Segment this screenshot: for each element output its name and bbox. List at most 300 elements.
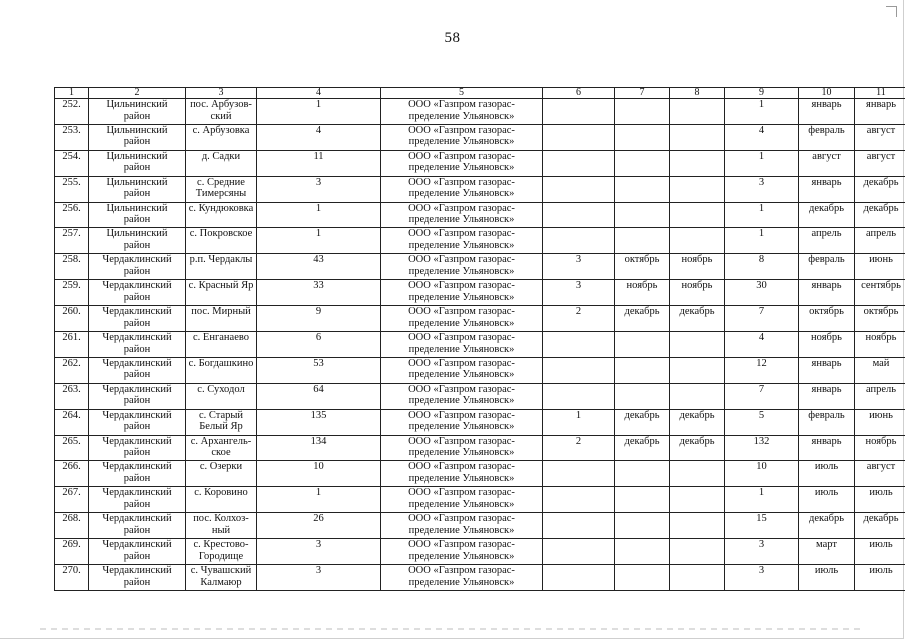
- col7-cell: октябрь: [615, 254, 670, 280]
- district-cell-line: район: [123, 317, 151, 329]
- district-cell: [89, 306, 186, 332]
- col9-cell: 3: [725, 565, 799, 591]
- locality-cell-line: с. Суходол: [197, 383, 245, 395]
- locality-cell-line: р.п. Чердаклы: [189, 254, 253, 266]
- organization-cell: [381, 461, 543, 487]
- row-number: 259.: [55, 280, 89, 306]
- locality-cell-line: ское: [211, 447, 231, 459]
- col9-cell: 30: [725, 280, 799, 306]
- col6-cell: 1: [543, 409, 615, 435]
- col11-cell: июль: [855, 565, 905, 591]
- locality-cell: [186, 306, 257, 332]
- col11-cell: август: [855, 124, 905, 150]
- organization-cell-line: ООО «Газпром газорас-: [408, 357, 515, 369]
- page-number: 58: [444, 30, 461, 46]
- locality-cell-line: с. Чувашский: [190, 565, 252, 577]
- organization-cell-line: пределение Ульяновск»: [408, 524, 515, 536]
- col8-cell: [670, 357, 725, 383]
- col9-cell: 1: [725, 150, 799, 176]
- col11-cell: август: [855, 150, 905, 176]
- district-cell-line: район: [123, 576, 151, 588]
- locality-cell-line: пос. Арбузов-: [190, 99, 252, 110]
- col9-cell: 1: [725, 487, 799, 513]
- district-cell-line: район: [123, 524, 151, 536]
- col6-cell: 3: [543, 254, 615, 280]
- col7-cell: [615, 487, 670, 513]
- column-number-6: 6: [543, 88, 615, 99]
- locality-cell-line: с. Богдашкино: [188, 357, 254, 369]
- count-cell: 10: [257, 461, 381, 487]
- district-cell-line: район: [123, 239, 151, 251]
- column-number-3: 3: [186, 88, 257, 99]
- organization-cell-line: ООО «Газпром газорас-: [408, 306, 515, 318]
- col9-cell: 5: [725, 409, 799, 435]
- organization-cell: [381, 150, 543, 176]
- district-cell-line: Цильнинский: [106, 124, 168, 136]
- table-row: [55, 487, 905, 513]
- col7-cell: [615, 176, 670, 202]
- col10-cell: декабрь: [799, 513, 855, 539]
- col11-cell: апрель: [855, 383, 905, 409]
- district-cell: [89, 487, 186, 513]
- col11-cell: октябрь: [855, 306, 905, 332]
- organization-cell-line: ООО «Газпром газорас-: [408, 280, 515, 292]
- col9-cell: 132: [725, 435, 799, 461]
- col6-cell: [543, 487, 615, 513]
- district-cell-line: Чердаклинский: [102, 332, 172, 344]
- row-number: 254.: [55, 150, 89, 176]
- district-cell-line: район: [123, 550, 151, 562]
- locality-cell-line: д. Садки: [201, 150, 241, 162]
- locality-cell-line: Белый Яр: [199, 421, 243, 433]
- scan-artifact-line: [40, 628, 865, 630]
- locality-cell: [186, 280, 257, 306]
- organization-cell: [381, 99, 543, 125]
- organization-cell-line: пределение Ульяновск»: [408, 343, 515, 355]
- organization-cell-line: ООО «Газпром газорас-: [408, 150, 515, 162]
- organization-cell: [381, 487, 543, 513]
- district-cell: [89, 176, 186, 202]
- locality-cell: [186, 99, 257, 125]
- row-number: 268.: [55, 513, 89, 539]
- col6-cell: 2: [543, 435, 615, 461]
- col9-cell: 7: [725, 306, 799, 332]
- organization-cell-line: ООО «Газпром газорас-: [408, 487, 515, 499]
- district-cell: [89, 332, 186, 358]
- table-row: [55, 435, 905, 461]
- col11-cell: август: [855, 461, 905, 487]
- col10-cell: январь: [799, 435, 855, 461]
- organization-cell-line: ООО «Газпром газорас-: [408, 539, 515, 551]
- col6-cell: [543, 383, 615, 409]
- col9-cell: 15: [725, 513, 799, 539]
- district-cell-line: Чердаклинский: [102, 383, 172, 395]
- row-number: 256.: [55, 202, 89, 228]
- count-cell: 43: [257, 254, 381, 280]
- col11-cell: сентябрь: [855, 280, 905, 306]
- district-cell: [89, 513, 186, 539]
- col7-cell: [615, 461, 670, 487]
- organization-cell-line: пределение Ульяновск»: [408, 162, 515, 174]
- organization-cell-line: ООО «Газпром газорас-: [408, 565, 515, 577]
- column-number-8: 8: [670, 88, 725, 99]
- column-number-5: 5: [381, 88, 543, 99]
- count-cell: 3: [257, 176, 381, 202]
- organization-cell: [381, 280, 543, 306]
- row-number: 252.: [55, 99, 89, 125]
- col11-cell: ноябрь: [855, 435, 905, 461]
- district-cell-line: Чердаклинский: [102, 306, 172, 318]
- locality-cell-line: с. Красный Яр: [188, 280, 254, 292]
- row-number: 270.: [55, 565, 89, 591]
- organization-cell: [381, 539, 543, 565]
- organization-cell-line: ООО «Газпром газорас-: [408, 383, 515, 395]
- table-row: [55, 150, 905, 176]
- locality-cell: [186, 202, 257, 228]
- col11-cell: январь: [855, 99, 905, 125]
- district-cell-line: Чердаклинский: [102, 280, 172, 292]
- locality-cell-line: ский: [210, 110, 232, 122]
- district-cell-line: Чердаклинский: [102, 254, 172, 266]
- organization-cell: [381, 228, 543, 254]
- district-cell-line: район: [123, 421, 151, 433]
- locality-cell-line: пос. Мирный: [191, 306, 251, 318]
- col6-cell: 3: [543, 280, 615, 306]
- locality-cell-line: пос. Колхоз-: [193, 513, 249, 525]
- locality-cell: [186, 383, 257, 409]
- col11-cell: ноябрь: [855, 332, 905, 358]
- col6-cell: [543, 202, 615, 228]
- col6-cell: 2: [543, 306, 615, 332]
- col10-cell: апрель: [799, 228, 855, 254]
- col7-cell: декабрь: [615, 306, 670, 332]
- col7-cell: [615, 539, 670, 565]
- district-cell-line: район: [123, 214, 151, 226]
- locality-cell: [186, 176, 257, 202]
- col9-cell: 8: [725, 254, 799, 280]
- col10-cell: январь: [799, 357, 855, 383]
- district-cell: [89, 254, 186, 280]
- locality-cell-line: ный: [211, 524, 231, 536]
- column-number-1: 1: [55, 88, 89, 99]
- locality-cell: [186, 150, 257, 176]
- district-cell-line: Чердаклинский: [102, 565, 172, 577]
- table-row: [55, 280, 905, 306]
- district-cell-line: Цильнинский: [106, 99, 168, 110]
- organization-cell-line: пределение Ульяновск»: [408, 395, 515, 407]
- col6-cell: [543, 124, 615, 150]
- organization-cell-line: пределение Ульяновск»: [408, 239, 515, 251]
- column-number-7: 7: [615, 88, 670, 99]
- col6-cell: [543, 539, 615, 565]
- organization-cell-line: пределение Ульяновск»: [408, 317, 515, 329]
- col11-cell: декабрь: [855, 202, 905, 228]
- col7-cell: [615, 202, 670, 228]
- locality-cell: [186, 357, 257, 383]
- organization-cell-line: пределение Ульяновск»: [408, 550, 515, 562]
- table-row: [55, 202, 905, 228]
- col6-cell: [543, 176, 615, 202]
- locality-cell-line: с. Средние: [197, 176, 245, 188]
- organization-cell: [381, 332, 543, 358]
- count-cell: 135: [257, 409, 381, 435]
- col10-cell: июль: [799, 461, 855, 487]
- district-cell: [89, 124, 186, 150]
- row-number: 269.: [55, 539, 89, 565]
- row-number: 262.: [55, 357, 89, 383]
- district-cell-line: район: [123, 188, 151, 200]
- col9-cell: 12: [725, 357, 799, 383]
- organization-cell-line: ООО «Газпром газорас-: [408, 99, 515, 110]
- col9-cell: 7: [725, 383, 799, 409]
- organization-cell-line: пределение Ульяновск»: [408, 447, 515, 459]
- locality-cell: [186, 487, 257, 513]
- district-cell-line: район: [123, 265, 151, 277]
- corner-mark: [886, 6, 897, 17]
- col11-cell: июнь: [855, 254, 905, 280]
- col7-cell: [615, 383, 670, 409]
- organization-cell-line: ООО «Газпром газорас-: [408, 254, 515, 266]
- organization-cell-line: пределение Ульяновск»: [408, 369, 515, 381]
- organization-cell-line: ООО «Газпром газорас-: [408, 332, 515, 344]
- locality-cell: [186, 254, 257, 280]
- organization-cell-line: пределение Ульяновск»: [408, 110, 515, 122]
- count-cell: 64: [257, 383, 381, 409]
- col7-cell: [615, 99, 670, 125]
- organization-cell: [381, 254, 543, 280]
- organization-cell-line: пределение Ульяновск»: [408, 188, 515, 200]
- district-cell-line: Чердаклинский: [102, 539, 172, 551]
- col11-cell: июль: [855, 487, 905, 513]
- column-number-11: 11: [855, 88, 905, 99]
- locality-cell: [186, 332, 257, 358]
- locality-cell-line: с. Коровино: [194, 487, 248, 499]
- col7-cell: [615, 124, 670, 150]
- col6-cell: [543, 513, 615, 539]
- district-cell: [89, 461, 186, 487]
- col7-cell: [615, 565, 670, 591]
- count-cell: 11: [257, 150, 381, 176]
- organization-cell: [381, 409, 543, 435]
- district-cell-line: район: [123, 395, 151, 407]
- district-cell: [89, 99, 186, 125]
- col8-cell: [670, 228, 725, 254]
- organization-cell-line: ООО «Газпром газорас-: [408, 176, 515, 188]
- row-number: 264.: [55, 409, 89, 435]
- organization-cell-line: пределение Ульяновск»: [408, 214, 515, 226]
- col8-cell: декабрь: [670, 435, 725, 461]
- schedule-table: [54, 87, 905, 591]
- organization-cell-line: пределение Ульяновск»: [408, 472, 515, 484]
- table-row: [55, 99, 905, 125]
- locality-cell-line: с. Арбузовка: [192, 124, 250, 136]
- col10-cell: июль: [799, 565, 855, 591]
- district-cell: [89, 280, 186, 306]
- count-cell: 1: [257, 228, 381, 254]
- district-cell-line: район: [123, 291, 151, 303]
- organization-cell: [381, 513, 543, 539]
- locality-cell-line: с. Озерки: [199, 461, 243, 473]
- col11-cell: июнь: [855, 409, 905, 435]
- col8-cell: [670, 150, 725, 176]
- table-row: [55, 539, 905, 565]
- locality-cell: [186, 565, 257, 591]
- table-row: [55, 124, 905, 150]
- col7-cell: [615, 357, 670, 383]
- col6-cell: [543, 357, 615, 383]
- organization-cell-line: пределение Ульяновск»: [408, 421, 515, 433]
- col10-cell: октябрь: [799, 306, 855, 332]
- locality-cell: [186, 435, 257, 461]
- district-cell-line: Чердаклинский: [102, 435, 172, 447]
- district-cell-line: район: [123, 162, 151, 174]
- count-cell: 53: [257, 357, 381, 383]
- locality-cell-line: с. Архангель-: [190, 435, 252, 447]
- district-cell-line: район: [123, 343, 151, 355]
- col6-cell: [543, 565, 615, 591]
- locality-cell: [186, 539, 257, 565]
- district-cell-line: Цильнинский: [106, 202, 168, 214]
- district-cell: [89, 357, 186, 383]
- row-number: 255.: [55, 176, 89, 202]
- col9-cell: 4: [725, 332, 799, 358]
- col10-cell: январь: [799, 383, 855, 409]
- col11-cell: декабрь: [855, 176, 905, 202]
- row-number: 266.: [55, 461, 89, 487]
- col9-cell: 10: [725, 461, 799, 487]
- count-cell: 134: [257, 435, 381, 461]
- count-cell: 3: [257, 565, 381, 591]
- row-number: 267.: [55, 487, 89, 513]
- organization-cell-line: ООО «Газпром газорас-: [408, 513, 515, 525]
- count-cell: 3: [257, 539, 381, 565]
- district-cell: [89, 565, 186, 591]
- locality-cell: [186, 513, 257, 539]
- col7-cell: ноябрь: [615, 280, 670, 306]
- col8-cell: [670, 487, 725, 513]
- column-number-row: [55, 88, 905, 99]
- col9-cell: 1: [725, 228, 799, 254]
- table-row: [55, 254, 905, 280]
- district-cell-line: Цильнинский: [106, 228, 168, 240]
- table-row: [55, 332, 905, 358]
- count-cell: 26: [257, 513, 381, 539]
- locality-cell-line: Городище: [198, 550, 244, 562]
- locality-cell-line: Тимерсяны: [195, 188, 247, 200]
- district-cell-line: Чердаклинский: [102, 487, 172, 499]
- col8-cell: [670, 124, 725, 150]
- count-cell: 6: [257, 332, 381, 358]
- count-cell: 33: [257, 280, 381, 306]
- organization-cell-line: пределение Ульяновск»: [408, 291, 515, 303]
- count-cell: 9: [257, 306, 381, 332]
- col8-cell: [670, 202, 725, 228]
- locality-cell-line: с. Старый: [198, 409, 244, 421]
- district-cell-line: Чердаклинский: [102, 513, 172, 525]
- district-cell: [89, 150, 186, 176]
- col8-cell: ноябрь: [670, 280, 725, 306]
- col8-cell: [670, 513, 725, 539]
- row-number: 261.: [55, 332, 89, 358]
- organization-cell-line: пределение Ульяновск»: [408, 576, 515, 588]
- col10-cell: февраль: [799, 124, 855, 150]
- table-row: [55, 306, 905, 332]
- organization-cell-line: ООО «Газпром газорас-: [408, 228, 515, 240]
- table-row: [55, 565, 905, 591]
- locality-cell-line: Калмаюр: [200, 576, 242, 588]
- district-cell: [89, 383, 186, 409]
- row-number: 257.: [55, 228, 89, 254]
- organization-cell-line: ООО «Газпром газорас-: [408, 202, 515, 214]
- district-cell-line: Чердаклинский: [102, 357, 172, 369]
- organization-cell-line: пределение Ульяновск»: [408, 265, 515, 277]
- col9-cell: 3: [725, 539, 799, 565]
- table-row: [55, 357, 905, 383]
- organization-cell-line: пределение Ульяновск»: [408, 136, 515, 148]
- row-number: 265.: [55, 435, 89, 461]
- col9-cell: 3: [725, 176, 799, 202]
- district-cell-line: район: [123, 110, 151, 122]
- col7-cell: [615, 332, 670, 358]
- col10-cell: ноябрь: [799, 332, 855, 358]
- col6-cell: [543, 228, 615, 254]
- column-number-2: 2: [89, 88, 186, 99]
- district-cell-line: район: [123, 369, 151, 381]
- district-cell: [89, 202, 186, 228]
- organization-cell: [381, 435, 543, 461]
- table-row: [55, 383, 905, 409]
- locality-cell: [186, 461, 257, 487]
- organization-cell-line: ООО «Газпром газорас-: [408, 461, 515, 473]
- col9-cell: 1: [725, 202, 799, 228]
- col8-cell: [670, 383, 725, 409]
- locality-cell-line: с. Енганаево: [193, 332, 249, 344]
- col10-cell: август: [799, 150, 855, 176]
- col6-cell: [543, 461, 615, 487]
- district-cell-line: Чердаклинский: [102, 461, 172, 473]
- table-row: [55, 176, 905, 202]
- col8-cell: [670, 565, 725, 591]
- district-cell-line: Чердаклинский: [102, 409, 172, 421]
- district-cell-line: район: [123, 498, 151, 510]
- col8-cell: ноябрь: [670, 254, 725, 280]
- organization-cell: [381, 202, 543, 228]
- col7-cell: [615, 513, 670, 539]
- col9-cell: 4: [725, 124, 799, 150]
- col8-cell: декабрь: [670, 306, 725, 332]
- district-cell-line: район: [123, 472, 151, 484]
- row-number: 253.: [55, 124, 89, 150]
- organization-cell-line: ООО «Газпром газорас-: [408, 409, 515, 421]
- col10-cell: декабрь: [799, 202, 855, 228]
- col10-cell: июль: [799, 487, 855, 513]
- col10-cell: январь: [799, 176, 855, 202]
- locality-cell: [186, 228, 257, 254]
- table-row: [55, 228, 905, 254]
- table-row: [55, 461, 905, 487]
- organization-cell-line: пределение Ульяновск»: [408, 498, 515, 510]
- col8-cell: [670, 332, 725, 358]
- col11-cell: апрель: [855, 228, 905, 254]
- district-cell: [89, 228, 186, 254]
- row-number: 258.: [55, 254, 89, 280]
- district-cell-line: район: [123, 447, 151, 459]
- row-number: 263.: [55, 383, 89, 409]
- col10-cell: март: [799, 539, 855, 565]
- col7-cell: [615, 228, 670, 254]
- table-row: [55, 513, 905, 539]
- col8-cell: [670, 176, 725, 202]
